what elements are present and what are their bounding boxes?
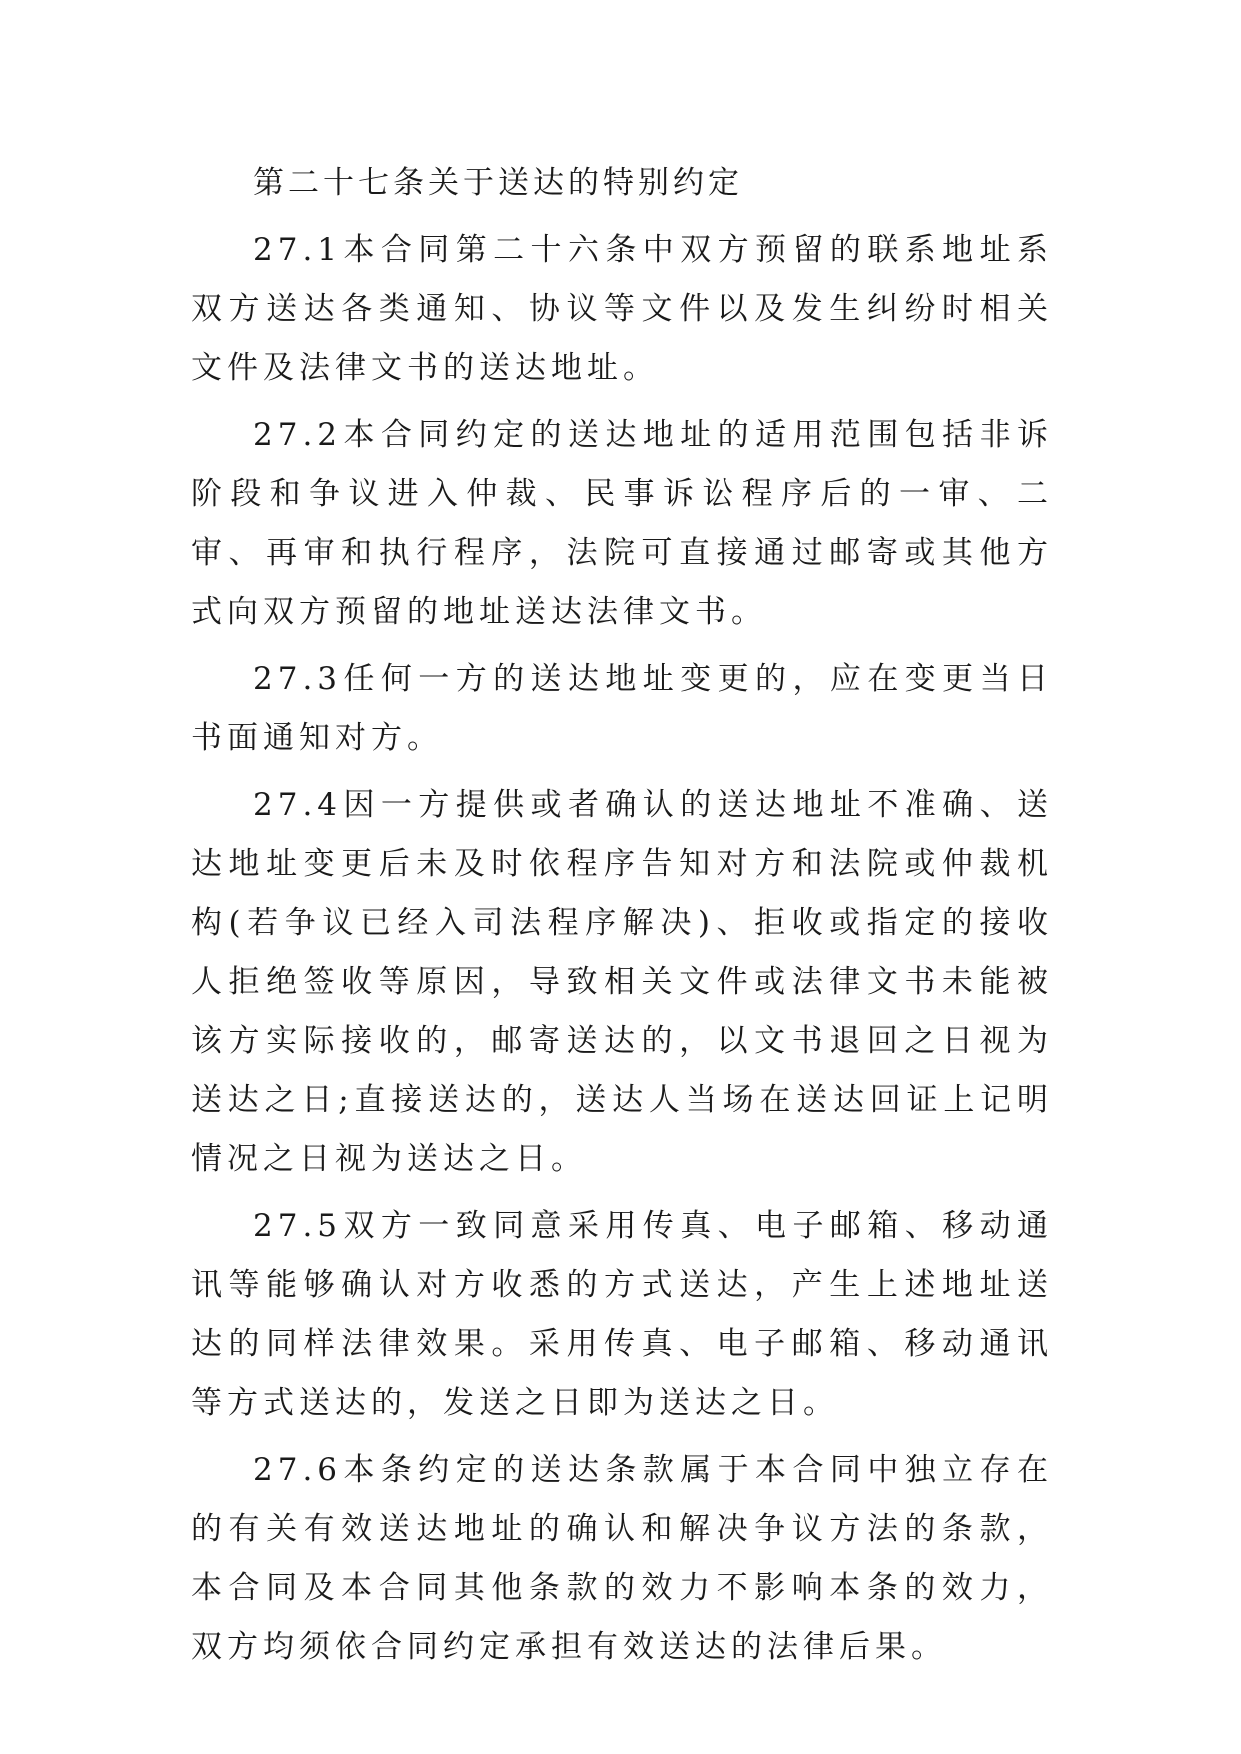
clause-27-3: 27.3任何一方的送达地址变更的，应在变更当日书面通知对方。 [191, 661, 1053, 756]
clause-27-4: 27.4因一方提供或者确认的送达地址不准确、送达地址变更后未及时依程序告知对方和法院或仲裁机构(若争议已经入司法程序解决)、拒收或指定的接收人拒绝签收等原因，导致相关文件或法律文书未能被该方实际接收的，邮寄送达的，以文书退回之日视为送达之日;直接送达的，送达人当场在送达回证上记明情况之日视为送达之日。 [191, 787, 1053, 1177]
clause-27-6: 27.6本条约定的送达条款属于本合同中独立存在的有关有效送达地址的确认和解决争议方法的条款，本合同及本合同其他条款的效力不影响本条的效力，双方均须依合同约定承担有效送达的法律后果。 [191, 1452, 1053, 1665]
article-heading: 第二十七条关于送达的特别约定 [253, 165, 743, 201]
document-page [191, 154, 1053, 1685]
clause-27-2: 27.2本合同约定的送达地址的适用范围包括非诉阶段和争议进入仲裁、民事诉讼程序后的一审、二审、再审和执行程序，法院可直接通过邮寄或其他方式向双方预留的地址送达法律文书。 [191, 417, 1053, 630]
clause-27-5: 27.5双方一致同意采用传真、电子邮箱、移动通讯等能够确认对方收悉的方式送达，产生上述地址送达的同样法律效果。采用传真、电子邮箱、移动通讯等方式送达的，发送之日即为送达之日。 [191, 1208, 1053, 1421]
clause-27-1: 27.1本合同第二十六条中双方预留的联系地址系双方送达各类通知、协议等文件以及发生纠纷时相关文件及法律文书的送达地址。 [191, 232, 1053, 386]
